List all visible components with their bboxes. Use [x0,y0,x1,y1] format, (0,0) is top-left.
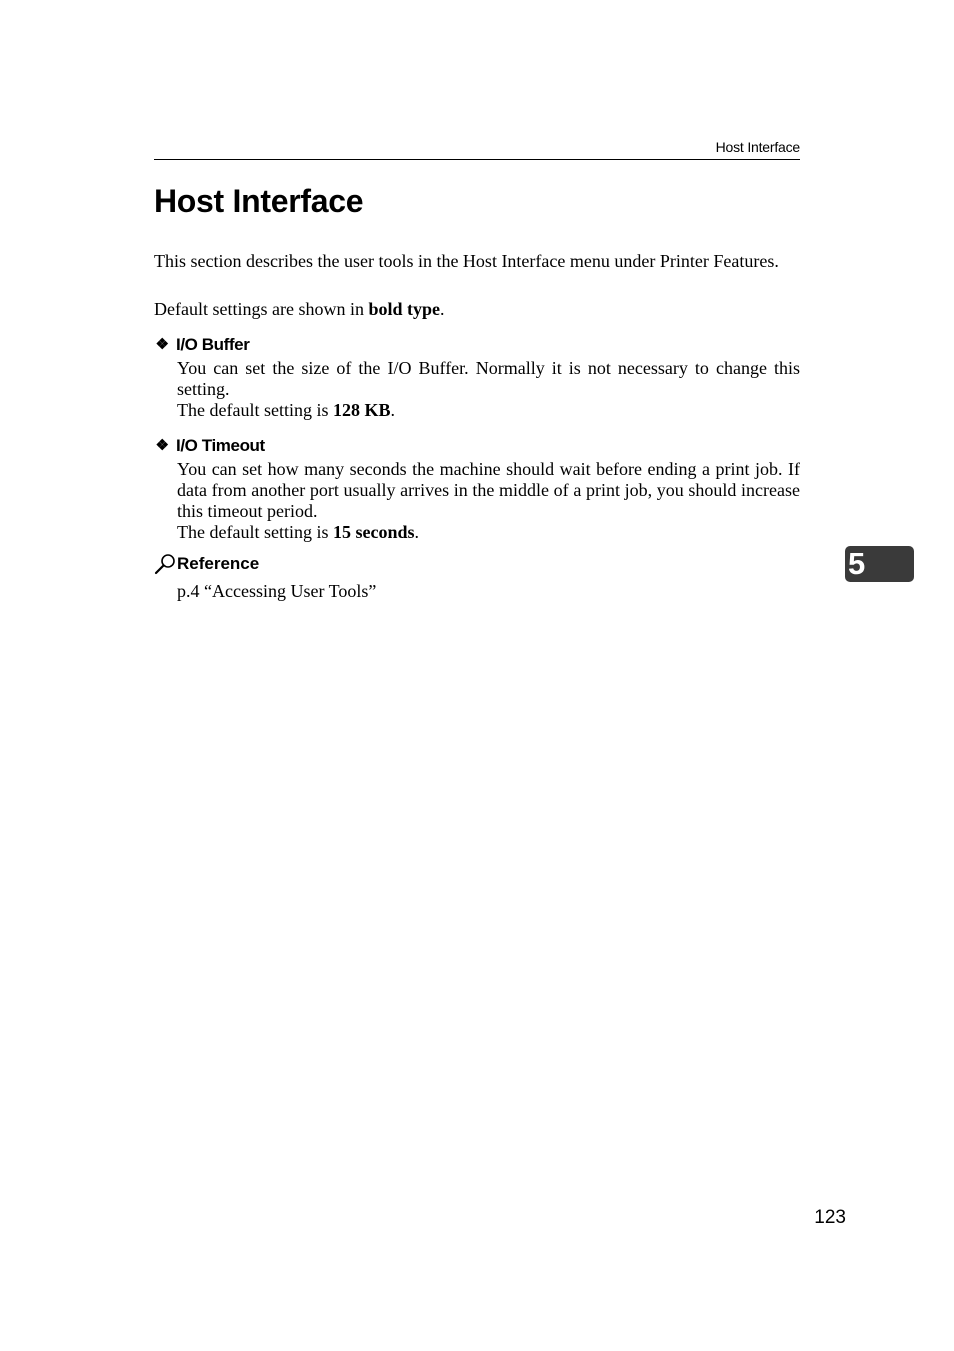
section-default-suffix: . [390,400,395,420]
section-default [177,400,800,421]
magnifier-icon [154,553,177,575]
section-default [177,522,800,543]
section-default-value: 15 seconds [332,522,415,542]
diamond-bullet-icon: ❖ [155,336,169,353]
chapter-tab: 5 [845,546,914,582]
default-note-prefix: Default settings are shown in [154,299,369,319]
section-description: You can set the size of the I/O Buffer. Normally it is not necessary to change this setting. [177,358,800,399]
running-header: Host Interface [715,139,800,155]
section-body-io-timeout [177,459,800,543]
section-description: You can set how many seconds the machine should wait before ending a print job. If data from another port usually arrives in the middle of a print job, you should increase this timeout period. [177,459,800,521]
section-heading-label: I/O Buffer [176,335,250,354]
section-default-suffix: . [414,522,419,542]
default-note-bold: bold type [368,299,440,319]
reference-heading [154,553,259,575]
section-heading-io-timeout [154,436,265,456]
section-default-value: 128 KB [332,400,391,420]
default-note-suffix: . [439,299,445,319]
section-default-prefix: The default setting is [177,400,333,420]
intro-paragraph: This section describes the user tools in the Host Interface menu under Printer Features. [154,251,779,271]
section-heading-io-buffer [154,335,249,355]
reference-link[interactable]: p.4 “Accessing User Tools” [177,581,377,601]
section-body-io-buffer [177,358,800,421]
diamond-bullet-icon: ❖ [155,437,169,454]
page-title: Host Interface [154,183,364,219]
header-rule [154,159,800,160]
page-number: 123 [814,1207,846,1228]
section-default-prefix: The default setting is [177,522,333,542]
section-heading-label: I/O Timeout [176,436,265,455]
default-note-paragraph [154,299,800,320]
reference-heading-label: Reference [177,554,260,573]
